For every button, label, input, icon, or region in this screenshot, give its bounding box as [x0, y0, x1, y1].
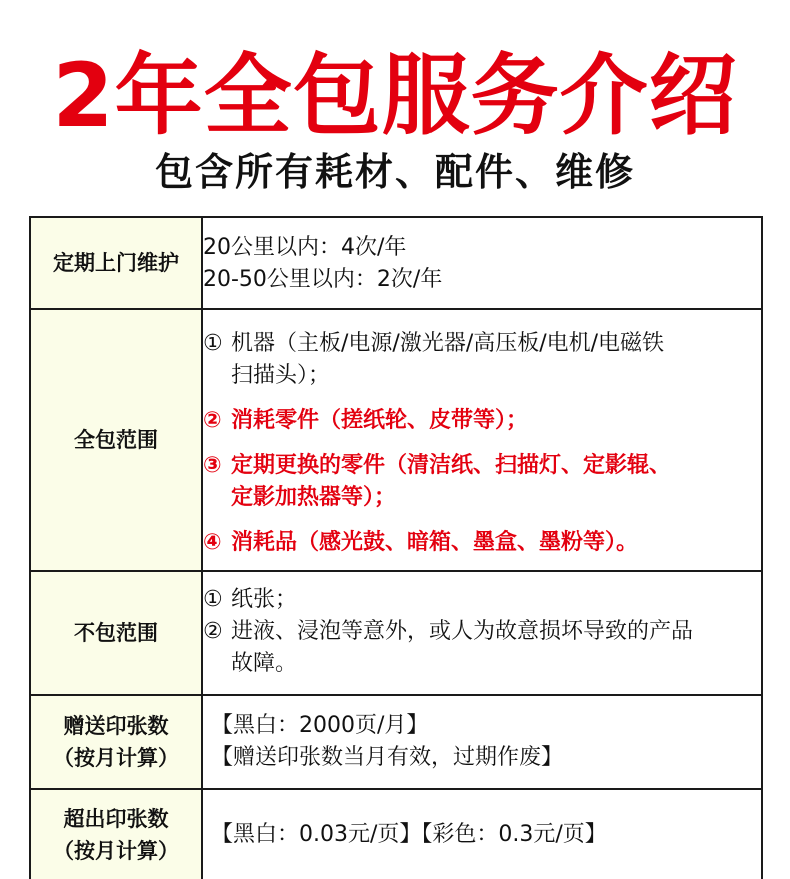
label-line: 超出印张数	[63, 807, 169, 831]
row-content-exclusions	[202, 571, 762, 695]
item-number: ①	[203, 587, 223, 612]
row-content-coverage	[202, 309, 762, 571]
maintenance-line: 20-50公里以内：2次/年	[203, 267, 443, 292]
page-title: 2年全包服务介绍	[52, 44, 738, 147]
item-text: 定影加热器等）；	[231, 485, 397, 510]
coverage-item	[203, 328, 761, 392]
table-row-coverage	[30, 309, 762, 571]
item-number: ②	[203, 408, 222, 433]
label-line: （按月计算）	[53, 839, 179, 863]
item-text: 定期更换的零件（清洁纸、扫描灯、定影辊、	[231, 453, 672, 478]
maintenance-line: 20公里以内：4次/年	[203, 235, 407, 260]
item-number: ①	[203, 331, 223, 356]
label-line: 赠送印张数	[63, 714, 169, 738]
row-label-maintenance: 定期上门维护	[30, 217, 202, 309]
row-label-exclusions: 不包范围	[30, 571, 202, 695]
label-line: （按月计算）	[53, 746, 179, 770]
coverage-item	[203, 450, 761, 514]
item-number: ③	[203, 453, 222, 478]
table-row-exclusions	[30, 571, 762, 695]
exclusion-item	[203, 616, 761, 680]
coverage-item	[203, 405, 761, 437]
page-subtitle: 包含所有耗材、配件、维修	[154, 150, 635, 194]
coverage-item	[203, 527, 761, 559]
item-text: 故障。	[231, 651, 298, 676]
item-text: 纸张；	[231, 587, 298, 612]
table-row-maintenance	[30, 217, 762, 309]
table-row-free-prints	[30, 695, 762, 789]
row-content-overage	[202, 789, 762, 879]
free-prints-line: 【赠送印张数当月有效，过期作废】	[211, 745, 564, 770]
item-number: ②	[203, 619, 223, 644]
overage-price: 【黑白：0.03元/页】【彩色：0.3元/页】	[211, 822, 607, 847]
free-prints-line: 【黑白：2000页/月】	[211, 713, 429, 738]
item-number: ④	[203, 530, 222, 555]
item-text: 进液、浸泡等意外，或人为故意损坏导致的产品	[231, 619, 694, 644]
service-table	[29, 216, 763, 879]
table-row-overage	[30, 789, 762, 879]
exclusion-item	[203, 584, 761, 616]
row-content-free-prints	[202, 695, 762, 789]
item-text: 消耗品（感光鼓、暗箱、墨盒、墨粉等）。	[231, 530, 639, 555]
row-label-free-prints	[30, 695, 202, 789]
item-text: 消耗零件（搓纸轮、皮带等）；	[231, 408, 529, 433]
row-label-coverage: 全包范围	[30, 309, 202, 571]
item-text: 扫描头）；	[231, 363, 331, 388]
row-content-maintenance	[202, 217, 762, 309]
row-label-overage	[30, 789, 202, 879]
item-text: 机器（主板/电源/激光器/高压板/电机/电磁铁	[231, 331, 665, 356]
